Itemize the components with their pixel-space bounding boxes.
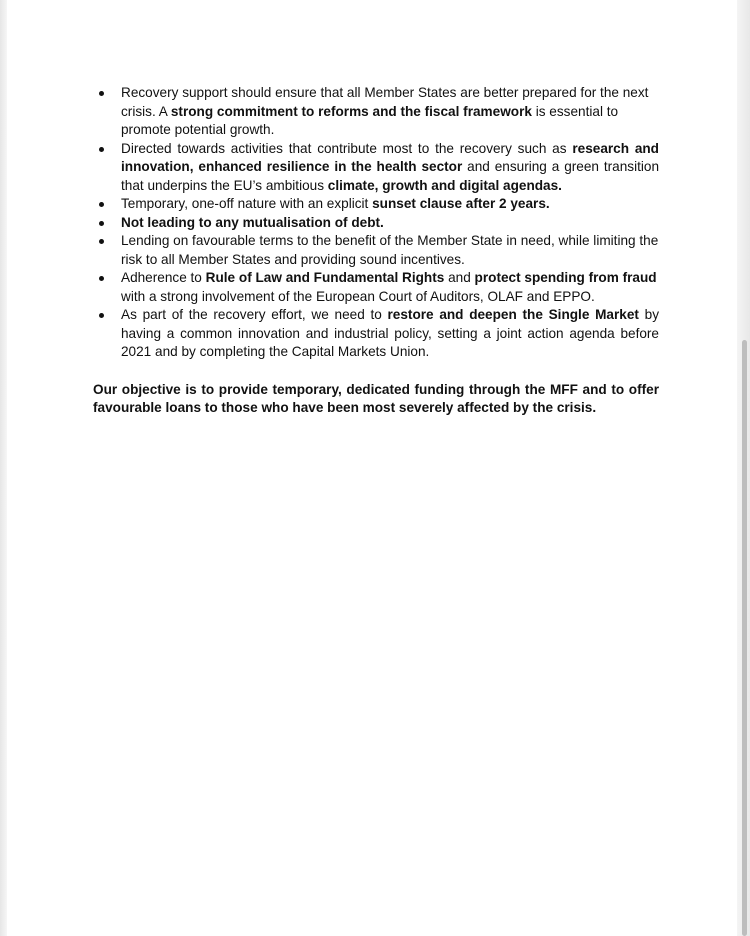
bullet-icon: [99, 91, 104, 96]
bullet-text: Temporary, one-off nature with an explicit sunset clause after 2 years.: [121, 196, 550, 211]
list-item: [93, 306, 659, 362]
bullet-icon: [99, 276, 104, 281]
list-item: [93, 232, 659, 269]
bullet-icon: [99, 147, 104, 152]
list-item: [93, 84, 659, 140]
bullet-text: As part of the recovery effort, we need to restore and deepen the Single Market by having a common innovation and industrial policy, setting a joint action agenda before 2021 and by completing the Capital Markets Union.: [121, 307, 659, 359]
list-item: [93, 140, 659, 196]
page-edge-left: [0, 0, 7, 936]
document-body: [93, 84, 659, 431]
list-item: [93, 214, 659, 233]
bullet-list: [93, 84, 659, 362]
bullet-text: Not leading to any mutualisation of debt.: [121, 214, 384, 230]
bullet-icon: [99, 221, 104, 226]
vertical-scrollbar[interactable]: [742, 340, 747, 936]
bullet-icon: [99, 202, 104, 207]
bullet-text: Lending on favourable terms to the benefit of the Member State in need, while limiting the risk to all Member States and providing sound incentives.: [121, 233, 659, 267]
list-item: [93, 195, 659, 214]
bullet-text: Recovery support should ensure that all Member States are better prepared for the next crisis. A strong commitment to reforms and the fiscal framework is essential to promote potential growth.: [121, 85, 649, 137]
bullet-text: Adherence to Rule of Law and Fundamental Rights and protect spending from fraud with a strong involvement of the European Court of Auditors, OLAF and EPPO.: [121, 270, 657, 304]
bullet-text: Directed towards activities that contribute most to the recovery such as research and innovation, enhanced resilience in the health sector and ensuring a green transition that underpins the EU’s ambitious climate, growth and digital agendas.: [121, 140, 660, 193]
objective-paragraph: Our objective is to provide temporary, dedicated funding through the MFF and to offer favourable loans to those who have been most severely affected by the crisis.: [93, 381, 659, 415]
bullet-icon: [99, 313, 104, 318]
bullet-icon: [99, 239, 104, 244]
list-item: [93, 269, 659, 306]
